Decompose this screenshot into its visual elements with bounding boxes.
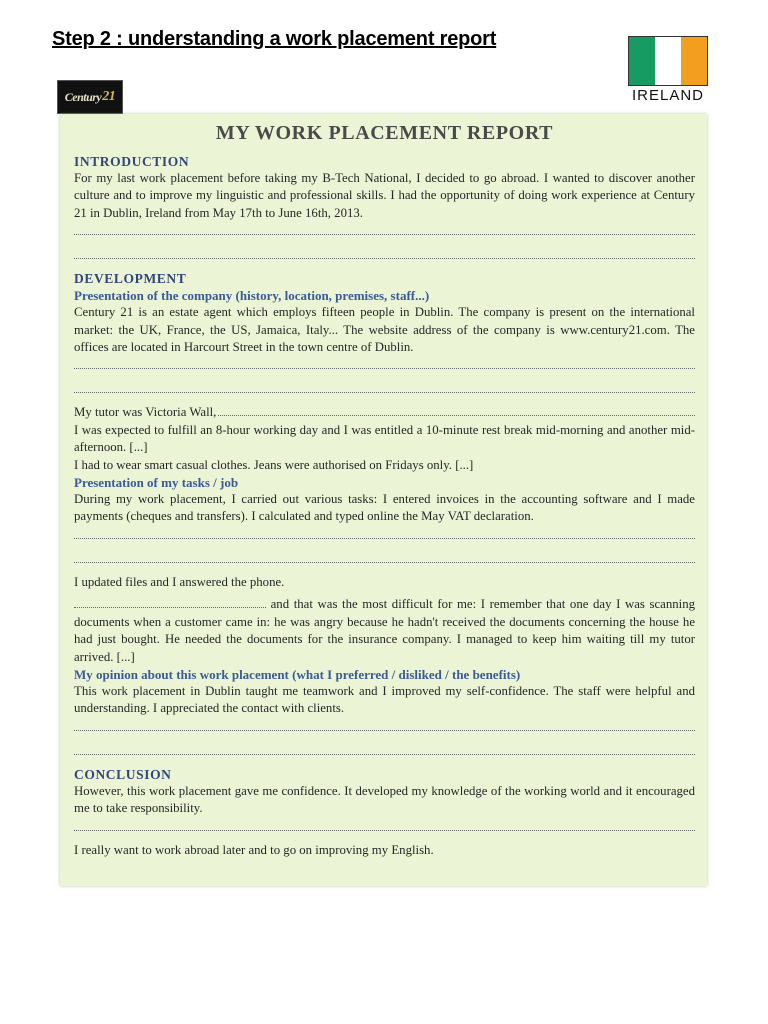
company-text: Century 21 is an estate agent which employs fifteen people in Dublin. The company is present on the international market: the UK, France, the US, Jamaica, Italy... The website address of the company is www.century21.com. The offices are located in Harcourt Street in the town centre of Dublin. <box>74 305 695 355</box>
difficult-text <box>74 596 695 666</box>
century-21-logo <box>57 80 123 114</box>
tutor-text: My tutor was Victoria Wall, <box>74 405 217 420</box>
tutor-row <box>74 404 695 421</box>
opinion-heading: My opinion about this work placement (what I preferred / disliked / the benefits) <box>74 666 521 682</box>
blank-line <box>74 356 695 369</box>
blank-line <box>74 818 695 831</box>
blank-line <box>74 222 695 235</box>
difficult-text-body: and that was the most difficult for me: I remember that one day I was scanning documents when a customer came in: he was angry because he hadn't received the documents concerning the house he had just bought. He needed the documents for the insurance company. I managed to keep him waiting till my tutor arrived. [...] <box>74 597 695 664</box>
opinion-text: This work placement in Dublin taught me teamwork and I improved my self-confidence. The staff were helpful and understanding. I appreciated the contact with clients. <box>74 683 695 716</box>
blank-line <box>74 718 695 731</box>
blank-line <box>218 405 695 416</box>
blank-line <box>74 380 695 393</box>
conclusion-text: However, this work placement gave me confidence. It developed my knowledge of the working world and it encouraged me to take responsibility. <box>74 783 695 816</box>
blank-line <box>74 550 695 563</box>
clothes-text: I had to wear smart casual clothes. Jeans were authorised on Fridays only. [...] <box>74 457 474 472</box>
tasks-heading: Presentation of my tasks / job <box>74 475 239 491</box>
blank-line <box>74 526 695 539</box>
development-heading: DEVELOPMENT <box>74 271 187 287</box>
working-day-text: I was expected to fulfill an 8-hour working day and I was entitled a 10-minute rest break mid-morning and another mid-afternoon. [...] <box>74 422 695 455</box>
flag-stripe-white <box>655 37 681 85</box>
page-heading: Step 2 : understanding a work placement report <box>52 28 497 50</box>
logo-text: Century <box>64 89 102 104</box>
report-title: MY WORK PLACEMENT REPORT <box>215 122 554 144</box>
conclusion-heading: CONCLUSION <box>74 766 172 782</box>
final-text: I really want to work abroad later and to go on improving my English. <box>74 842 434 857</box>
flag-stripe-orange <box>681 37 707 85</box>
blank-line <box>74 246 695 259</box>
blank-line <box>74 742 695 755</box>
logo-number: 21 <box>102 89 116 104</box>
flag-caption: IRELAND <box>631 87 705 104</box>
ireland-flag <box>628 36 708 104</box>
introduction-text: For my last work placement before taking my B-Tech National, I decided to go abroad. I wanted to discover another culture and to improve my linguistic and professional skills. I had the opportunity of doing work experience at Century 21 in Dublin, Ireland from May 17th to June 16th, 2013. <box>74 171 695 220</box>
report-sheet <box>60 114 707 886</box>
irish-flag-icon <box>628 36 708 86</box>
introduction-heading: INTRODUCTION <box>74 154 190 169</box>
blank-line <box>74 597 266 608</box>
company-heading: Presentation of the company (history, location, premises, staff...) <box>74 288 430 304</box>
files-text: I updated files and I answered the phone. <box>74 574 285 589</box>
tasks-text: During my work placement, I carried out various tasks: I entered invoices in the accounting software and I made payments (cheques and transfers). I calculated and typed online the May VAT declaration. <box>74 492 695 524</box>
flag-stripe-green <box>629 37 655 85</box>
